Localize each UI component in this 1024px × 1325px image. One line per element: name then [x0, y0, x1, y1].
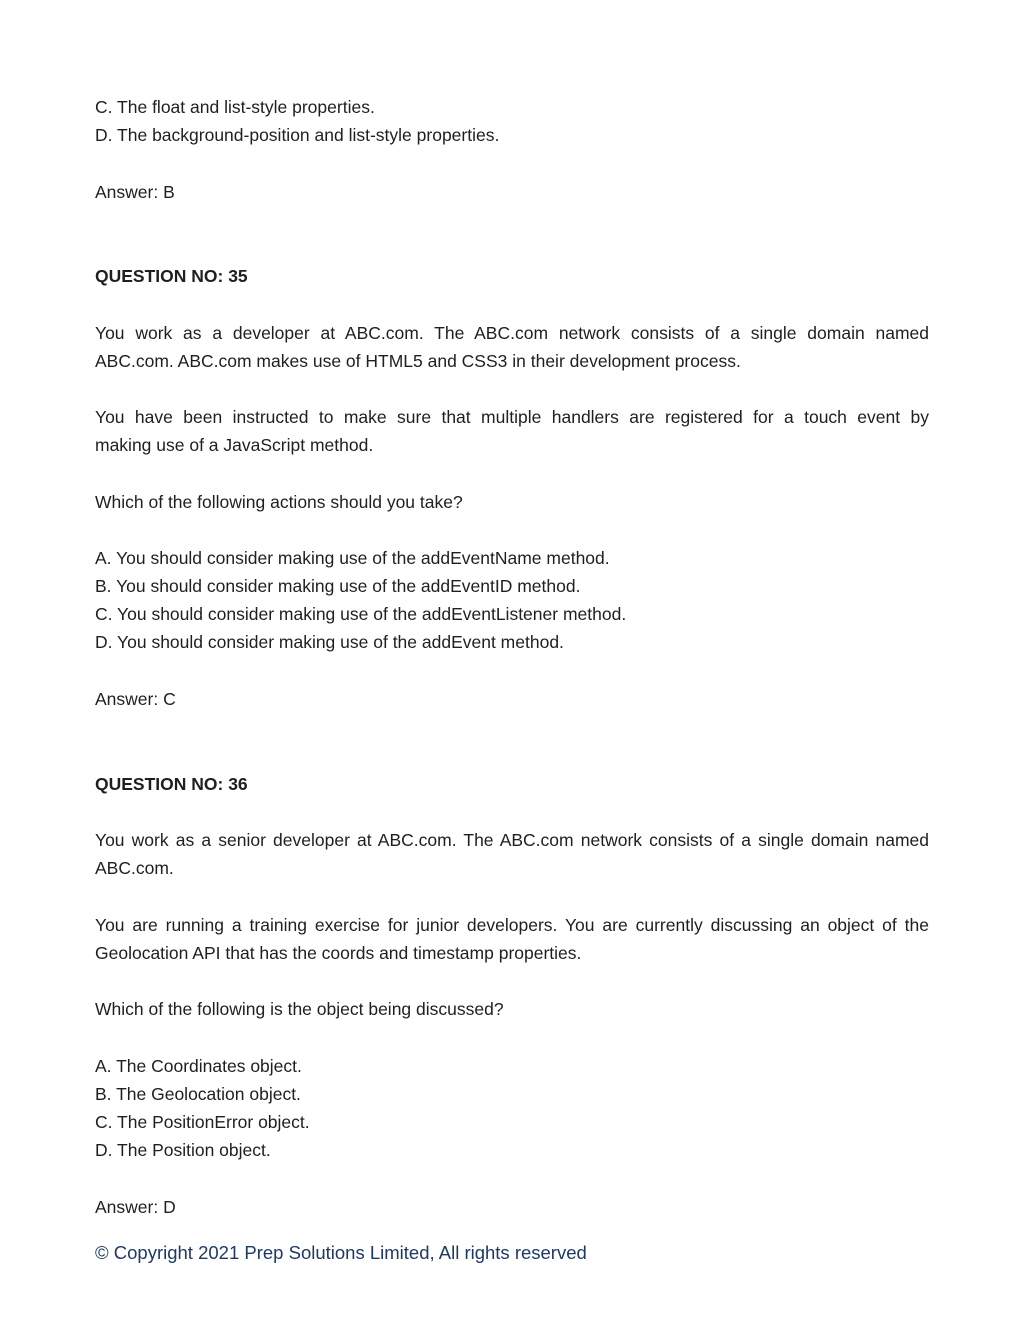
- previous-question-option-c: C. The float and list-style properties.: [95, 97, 375, 117]
- previous-question-answer: Answer: B: [95, 182, 175, 202]
- question-36-option-c: C. The PositionError object.: [95, 1112, 310, 1132]
- question-35-paragraph-2-line-2: making use of a JavaScript method.: [95, 435, 374, 455]
- question-35-paragraph-1-line-1: You work as a developer at ABC.com. The ABC.com network consists of a single domain named: [95, 323, 929, 343]
- question-35-option-b: B. You should consider making use of the addEventID method.: [95, 576, 581, 596]
- question-36-heading: QUESTION NO: 36: [95, 774, 248, 794]
- question-35-paragraph-2-line-1: You have been instructed to make sure that multiple handlers are registered for a touch event by: [95, 407, 929, 427]
- question-35-prompt: Which of the following actions should you take?: [95, 492, 463, 512]
- question-35-answer: Answer: C: [95, 689, 176, 709]
- question-36-option-d: D. The Position object.: [95, 1140, 271, 1160]
- question-36-answer: Answer: D: [95, 1197, 176, 1217]
- question-36-prompt: Which of the following is the object being discussed?: [95, 999, 504, 1019]
- question-35-option-c: C. You should consider making use of the addEventListener method.: [95, 604, 627, 624]
- question-36-option-b: B. The Geolocation object.: [95, 1084, 301, 1104]
- question-36-option-a: A. The Coordinates object.: [95, 1056, 302, 1076]
- question-35-option-d: D. You should consider making use of the addEvent method.: [95, 632, 564, 652]
- question-36-paragraph-2-line-1: You are running a training exercise for junior developers. You are currently discussing an object of the: [95, 915, 929, 935]
- question-35-heading: QUESTION NO: 35: [95, 266, 248, 286]
- previous-question-option-d: D. The background-position and list-style properties.: [95, 125, 500, 145]
- question-36-paragraph-1-line-2: ABC.com.: [95, 858, 174, 878]
- question-35-option-a: A. You should consider making use of the addEventName method.: [95, 548, 610, 568]
- copyright-footer: © Copyright 2021 Prep Solutions Limited, All rights reserved: [95, 1242, 587, 1263]
- question-36-paragraph-2-line-2: Geolocation API that has the coords and timestamp properties.: [95, 943, 582, 963]
- question-36-paragraph-1-line-1: You work as a senior developer at ABC.com. The ABC.com network consists of a single domain named: [95, 830, 929, 850]
- question-35-paragraph-1-line-2: ABC.com. ABC.com makes use of HTML5 and CSS3 in their development process.: [95, 351, 741, 371]
